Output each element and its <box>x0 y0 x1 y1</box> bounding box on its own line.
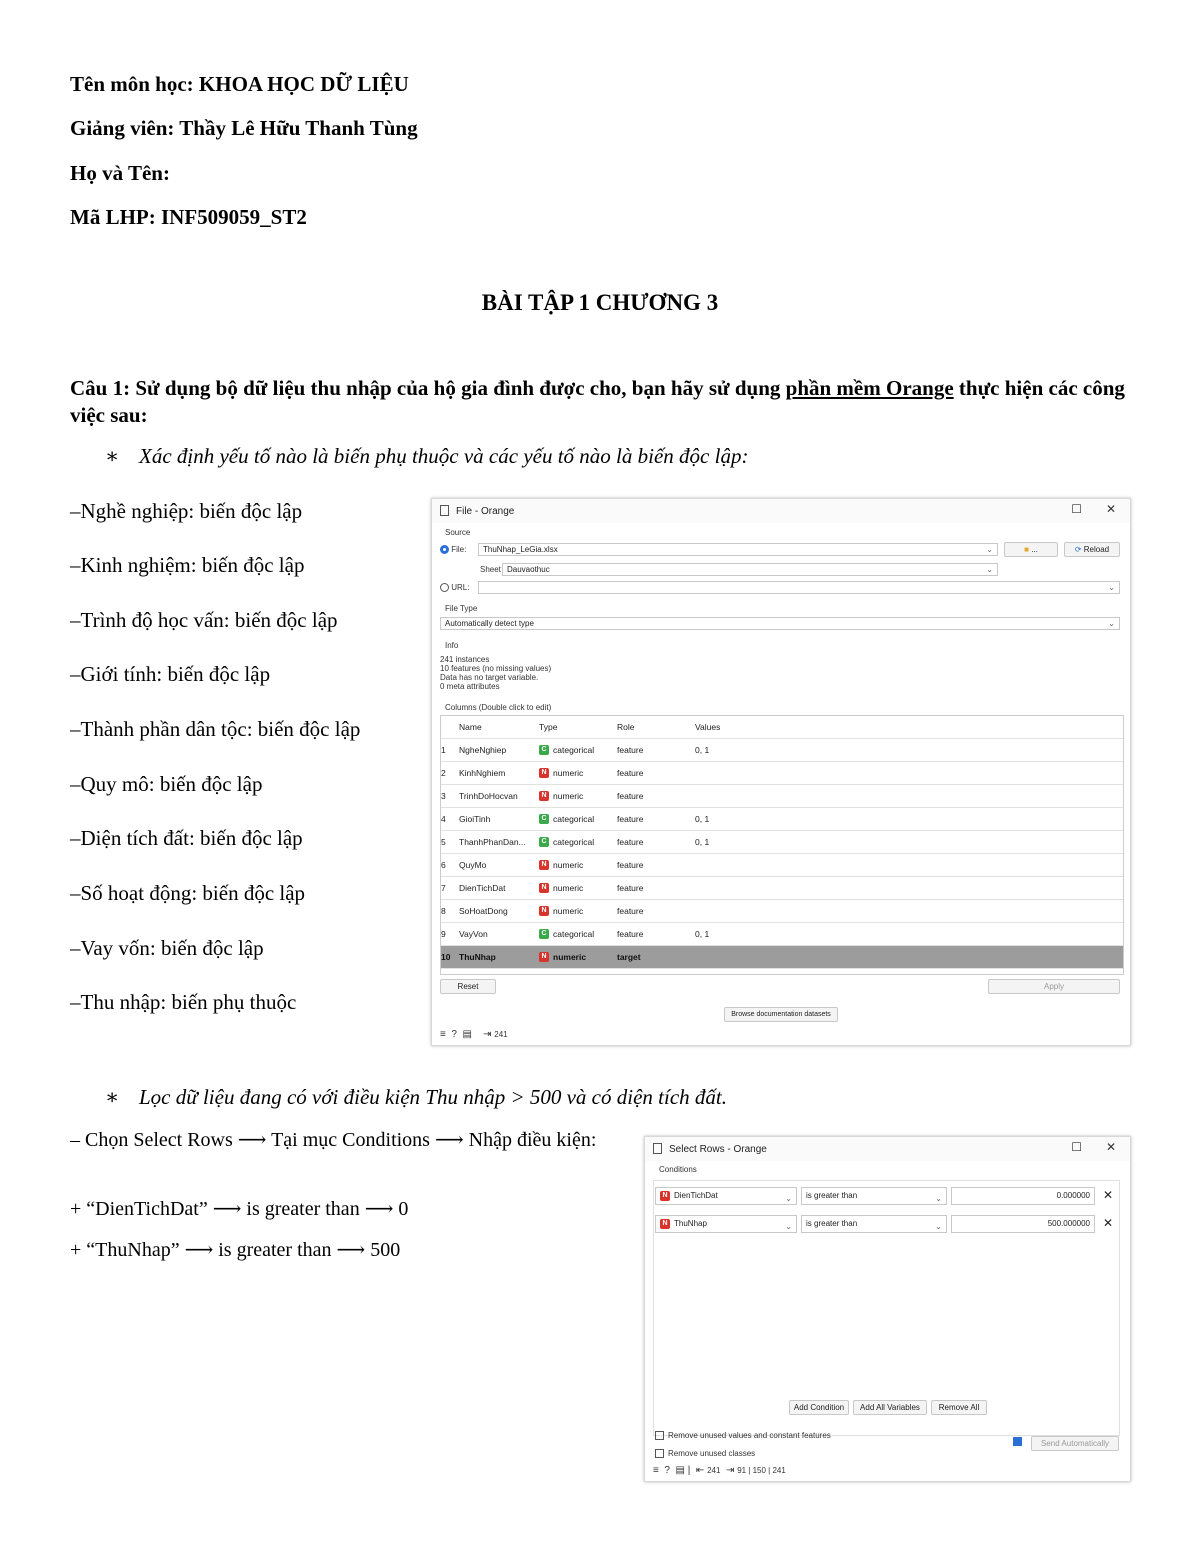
row-number: 9 <box>441 923 459 946</box>
row-name: DienTichDat <box>459 877 539 900</box>
condition-row <box>655 1184 1120 1208</box>
operator-select[interactable] <box>801 1187 947 1205</box>
menu-icon[interactable]: ≡ <box>653 1465 659 1476</box>
row-number: 3 <box>441 785 459 808</box>
operator-select[interactable] <box>801 1215 947 1233</box>
row-type[interactable] <box>539 900 617 923</box>
columns-table <box>441 716 1123 969</box>
row-values <box>695 877 1123 900</box>
table-row[interactable] <box>441 785 1123 808</box>
categorical-type-icon: C <box>539 837 549 847</box>
table-row[interactable] <box>441 900 1123 923</box>
output-icon: ⇥ <box>726 1465 735 1476</box>
info-line: Data has no target variable. <box>440 673 539 682</box>
categorical-type-icon: C <box>539 814 549 824</box>
question-1-text: Câu 1: Sử dụng bộ dữ liệu thu nhập của hộ gia đình được cho, bạn hãy sử dụng <box>70 376 786 400</box>
variable-item: –Giới tính: biến độc lập <box>70 662 271 686</box>
columns-table-frame <box>440 715 1124 975</box>
task-bullet-1-text: Xác định yếu tố nào là biến phụ thuộc và các yếu tố nào là biến độc lập: <box>139 444 749 468</box>
step-condition-1: + “DienTichDat” ⟶ is greater than ⟶ 0 <box>70 1198 409 1220</box>
row-role[interactable]: feature <box>617 900 695 923</box>
row-type[interactable] <box>539 785 617 808</box>
type-label: numeric <box>553 882 584 893</box>
question-1 <box>70 375 1130 429</box>
reload-label: Reload <box>1083 545 1110 554</box>
row-type[interactable] <box>539 854 617 877</box>
type-label: categorical <box>553 928 595 939</box>
header-values: Values <box>695 716 1123 739</box>
bullet-star-icon: ∗ <box>105 444 120 468</box>
url-input[interactable] <box>478 581 1120 594</box>
checkbox-icon <box>655 1431 664 1440</box>
send-automatically-toggle[interactable] <box>1013 1437 1026 1446</box>
maximize-button[interactable]: ☐ <box>1071 1140 1082 1154</box>
row-values <box>695 946 1123 969</box>
source-label: Source <box>445 528 471 537</box>
input-icon: ⇤ <box>695 1465 705 1476</box>
chevron-down-icon: ⌄ <box>785 1222 792 1231</box>
close-button[interactable]: ✕ <box>1105 502 1116 516</box>
columns-label: Columns (Double click to edit) <box>445 703 552 712</box>
row-name: VayVon <box>459 923 539 946</box>
sheet-value: Dauvaothuc <box>507 565 550 574</box>
row-type[interactable] <box>539 877 617 900</box>
numeric-type-icon: N <box>660 1219 670 1229</box>
type-label: categorical <box>553 744 595 755</box>
url-radio[interactable] <box>440 583 469 592</box>
select-rows-titlebar <box>645 1137 1130 1161</box>
type-label: numeric <box>553 951 587 962</box>
radio-selected-icon <box>440 545 449 554</box>
conditions-label: Conditions <box>659 1165 697 1174</box>
row-role[interactable]: feature <box>617 808 695 831</box>
type-label: numeric <box>553 905 584 916</box>
variable-item: –Quy mô: biến độc lập <box>70 772 263 796</box>
row-number: 2 <box>441 762 459 785</box>
table-row[interactable] <box>441 877 1123 900</box>
table-row[interactable] <box>441 923 1123 946</box>
task-bullet-2-text: Lọc dữ liệu đang có với điều kiện Thu nhập > 500 và có diện tích đất. <box>139 1085 727 1109</box>
student-name-line: Họ và Tên: <box>70 161 170 185</box>
reload-button[interactable] <box>1064 542 1120 557</box>
chevron-down-icon: ⌄ <box>935 1222 942 1231</box>
remove-condition-icon[interactable]: ✕ <box>1103 1216 1114 1230</box>
status-bar: ≡ ? ▤ | ⇤ 241 ⇥ 91 | 150 | 241 <box>653 1465 786 1476</box>
sheet-label: Sheet <box>480 565 501 574</box>
task-bullet-1 <box>105 444 748 469</box>
row-name: ThanhPhanDan... <box>459 831 539 854</box>
categorical-type-icon: C <box>539 929 549 939</box>
report-icon[interactable]: ▤ <box>462 1029 472 1040</box>
status-bar <box>440 1029 508 1040</box>
row-values <box>695 900 1123 923</box>
step-condition-2: + “ThuNhap” ⟶ is greater than ⟶ 500 <box>70 1239 401 1261</box>
row-name: ThuNhap <box>459 946 539 969</box>
info-line: 0 meta attributes <box>440 682 500 691</box>
question-1-underlined: phần mềm Orange <box>785 376 954 400</box>
remove-condition-icon[interactable]: ✕ <box>1103 1188 1114 1202</box>
table-row[interactable] <box>441 739 1123 762</box>
row-number: 8 <box>441 900 459 923</box>
reload-icon: ⟳ <box>1074 545 1082 554</box>
type-label: categorical <box>553 813 595 824</box>
categorical-type-icon: C <box>539 745 549 755</box>
window-title: File - Orange <box>456 506 515 517</box>
window-title: Select Rows - Orange <box>669 1144 767 1155</box>
sheet-select[interactable] <box>502 563 998 576</box>
select-rows-window <box>644 1136 1131 1482</box>
apply-button[interactable]: Apply <box>988 979 1120 994</box>
row-role[interactable]: feature <box>617 739 695 762</box>
add-all-variables-button[interactable]: Add All Variables <box>853 1400 927 1415</box>
chevron-down-icon: ⌄ <box>785 1194 792 1203</box>
header-role: Role <box>617 716 695 739</box>
row-name: TrinhDoHocvan <box>459 785 539 808</box>
row-name: SoHoatDong <box>459 900 539 923</box>
row-number: 5 <box>441 831 459 854</box>
send-automatically-button[interactable]: Send Automatically <box>1031 1436 1119 1451</box>
operator-value: is greater than <box>806 1219 858 1228</box>
row-role[interactable]: target <box>617 946 695 969</box>
row-type[interactable] <box>539 923 617 946</box>
browse-documentation-button[interactable]: Browse documentation datasets <box>724 1007 838 1022</box>
output-count: 91 | 150 | 241 <box>737 1466 786 1475</box>
help-icon[interactable]: ? <box>664 1465 670 1476</box>
table-row-selected[interactable] <box>441 946 1123 969</box>
row-type[interactable] <box>539 762 617 785</box>
step-instruction: – Chọn Select Rows ⟶ Tại mục Conditions ⟶ Nhập điều kiện: <box>70 1129 597 1151</box>
numeric-type-icon: N <box>539 883 549 893</box>
task-bullet-2 <box>105 1085 727 1110</box>
header-type: Type <box>539 716 617 739</box>
url-label: URL: <box>451 583 470 592</box>
checkbox-checked-icon <box>1013 1437 1022 1446</box>
row-role[interactable]: feature <box>617 923 695 946</box>
type-label: numeric <box>553 859 584 870</box>
numeric-type-icon: N <box>539 768 549 778</box>
chevron-down-icon: ⌄ <box>986 545 993 554</box>
value-input[interactable]: 0.000000 <box>951 1187 1095 1205</box>
variable-select[interactable] <box>655 1215 797 1233</box>
chevron-down-icon: ⌄ <box>1108 583 1115 592</box>
variable-value: ThuNhap <box>674 1219 707 1228</box>
type-label: numeric <box>553 767 584 778</box>
info-box <box>440 655 551 691</box>
row-values <box>695 785 1123 808</box>
add-condition-button[interactable]: Add Condition <box>789 1400 849 1415</box>
info-line: 10 features (no missing values) <box>440 664 552 673</box>
file-radio[interactable] <box>440 545 466 554</box>
variable-item: –Số hoạt động: biến độc lập <box>70 881 306 905</box>
numeric-type-icon: N <box>539 860 549 870</box>
table-row[interactable] <box>441 854 1123 877</box>
file-value: ThuNhap_LeGia.xlsx <box>483 545 558 554</box>
option-label: Remove unused classes <box>668 1449 756 1458</box>
numeric-type-icon: N <box>660 1191 670 1201</box>
variable-item: –Trình độ học vấn: biến độc lập <box>70 608 338 632</box>
question-1-text-end: thực hiện các công việc sau: <box>70 376 1125 427</box>
row-type[interactable] <box>539 739 617 762</box>
variable-item: –Thu nhập: biến phụ thuộc <box>70 990 297 1014</box>
table-row[interactable] <box>441 808 1123 831</box>
folder-icon: ■ <box>1024 545 1029 554</box>
option-label: Remove unused values and constant features <box>668 1431 831 1440</box>
variable-item: –Thành phần dân tộc: biến độc lập <box>70 717 361 741</box>
condition-row <box>655 1212 1120 1236</box>
row-role[interactable]: feature <box>617 877 695 900</box>
row-role[interactable]: feature <box>617 854 695 877</box>
type-label: categorical <box>553 836 595 847</box>
row-values: 0, 1 <box>695 739 1123 762</box>
row-name: QuyMo <box>459 854 539 877</box>
reset-button[interactable]: Reset <box>440 979 496 994</box>
output-count: 241 <box>494 1030 508 1039</box>
checkbox-icon <box>655 1449 664 1458</box>
row-number: 7 <box>441 877 459 900</box>
variable-item: –Nghề nghiệp: biến độc lập <box>70 499 303 523</box>
value-input[interactable]: 500.000000 <box>951 1215 1095 1233</box>
variable-item: –Kinh nghiệm: biến độc lập <box>70 553 305 577</box>
remove-unused-values-option[interactable] <box>655 1431 831 1440</box>
row-values: 0, 1 <box>695 808 1123 831</box>
remove-unused-classes-option[interactable] <box>655 1449 755 1458</box>
operator-value: is greater than <box>806 1191 858 1200</box>
row-number: 1 <box>441 739 459 762</box>
numeric-type-icon: N <box>539 791 549 801</box>
browse-button[interactable] <box>1004 542 1058 557</box>
numeric-type-icon: N <box>539 906 549 916</box>
close-button[interactable]: ✕ <box>1105 1140 1116 1154</box>
row-name: NgheNghiep <box>459 739 539 762</box>
file-type-value: Automatically detect type <box>445 619 534 628</box>
assignment-title: BÀI TẬP 1 CHƯƠNG 3 <box>481 290 719 315</box>
row-number: 6 <box>441 854 459 877</box>
row-values: 0, 1 <box>695 831 1123 854</box>
row-role[interactable]: feature <box>617 785 695 808</box>
file-label: File: <box>451 545 467 554</box>
chevron-down-icon: ⌄ <box>986 565 993 574</box>
numeric-type-icon: N <box>539 952 549 962</box>
menu-icon[interactable]: ≡ <box>440 1029 446 1040</box>
table-row[interactable] <box>441 831 1123 854</box>
output-icon: ⇥ <box>483 1029 492 1040</box>
select-rows-icon <box>653 1143 662 1154</box>
variable-item: –Diện tích đất: biến độc lập <box>70 826 303 850</box>
file-type-select[interactable] <box>440 617 1120 630</box>
variable-value: DienTichDat <box>674 1191 718 1200</box>
info-line: 241 instances <box>440 655 490 664</box>
input-count: 241 <box>707 1466 721 1475</box>
file-window-titlebar <box>432 499 1130 523</box>
row-name: KinhNghiem <box>459 762 539 785</box>
file-type-label: File Type <box>445 604 478 613</box>
subject-line: Tên môn học: KHOA HỌC DỮ LIỆU <box>70 72 409 96</box>
file-window <box>431 498 1131 1046</box>
variable-select[interactable] <box>655 1187 797 1205</box>
row-role[interactable]: feature <box>617 762 695 785</box>
row-name: GioiTinh <box>459 808 539 831</box>
variable-item: –Vay vốn: biến độc lập <box>70 936 264 960</box>
row-role[interactable]: feature <box>617 831 695 854</box>
header-name: Name <box>459 716 539 739</box>
type-label: numeric <box>553 790 584 801</box>
chevron-down-icon: ⌄ <box>1108 619 1115 628</box>
class-code-line: Mã LHP: INF509059_ST2 <box>70 205 307 229</box>
document-icon <box>440 505 449 516</box>
table-row[interactable] <box>441 762 1123 785</box>
row-number: 4 <box>441 808 459 831</box>
row-type[interactable] <box>539 831 617 854</box>
bullet-star-icon: ∗ <box>105 1085 120 1109</box>
row-values <box>695 854 1123 877</box>
help-icon[interactable]: ? <box>451 1029 457 1040</box>
report-icon[interactable]: ▤ <box>675 1465 685 1476</box>
browse-label: ... <box>1031 545 1038 554</box>
info-label: Info <box>445 641 459 650</box>
row-type[interactable] <box>539 808 617 831</box>
file-select[interactable] <box>478 543 998 556</box>
maximize-button[interactable]: ☐ <box>1071 502 1082 516</box>
row-number: 10 <box>441 946 459 969</box>
row-type[interactable] <box>539 946 617 969</box>
row-values <box>695 762 1123 785</box>
chevron-down-icon: ⌄ <box>935 1194 942 1203</box>
table-header <box>441 716 1123 739</box>
row-values: 0, 1 <box>695 923 1123 946</box>
radio-unselected-icon <box>440 583 449 592</box>
lecturer-line: Giảng viên: Thầy Lê Hữu Thanh Tùng <box>70 116 418 140</box>
remove-all-button[interactable]: Remove All <box>931 1400 987 1415</box>
